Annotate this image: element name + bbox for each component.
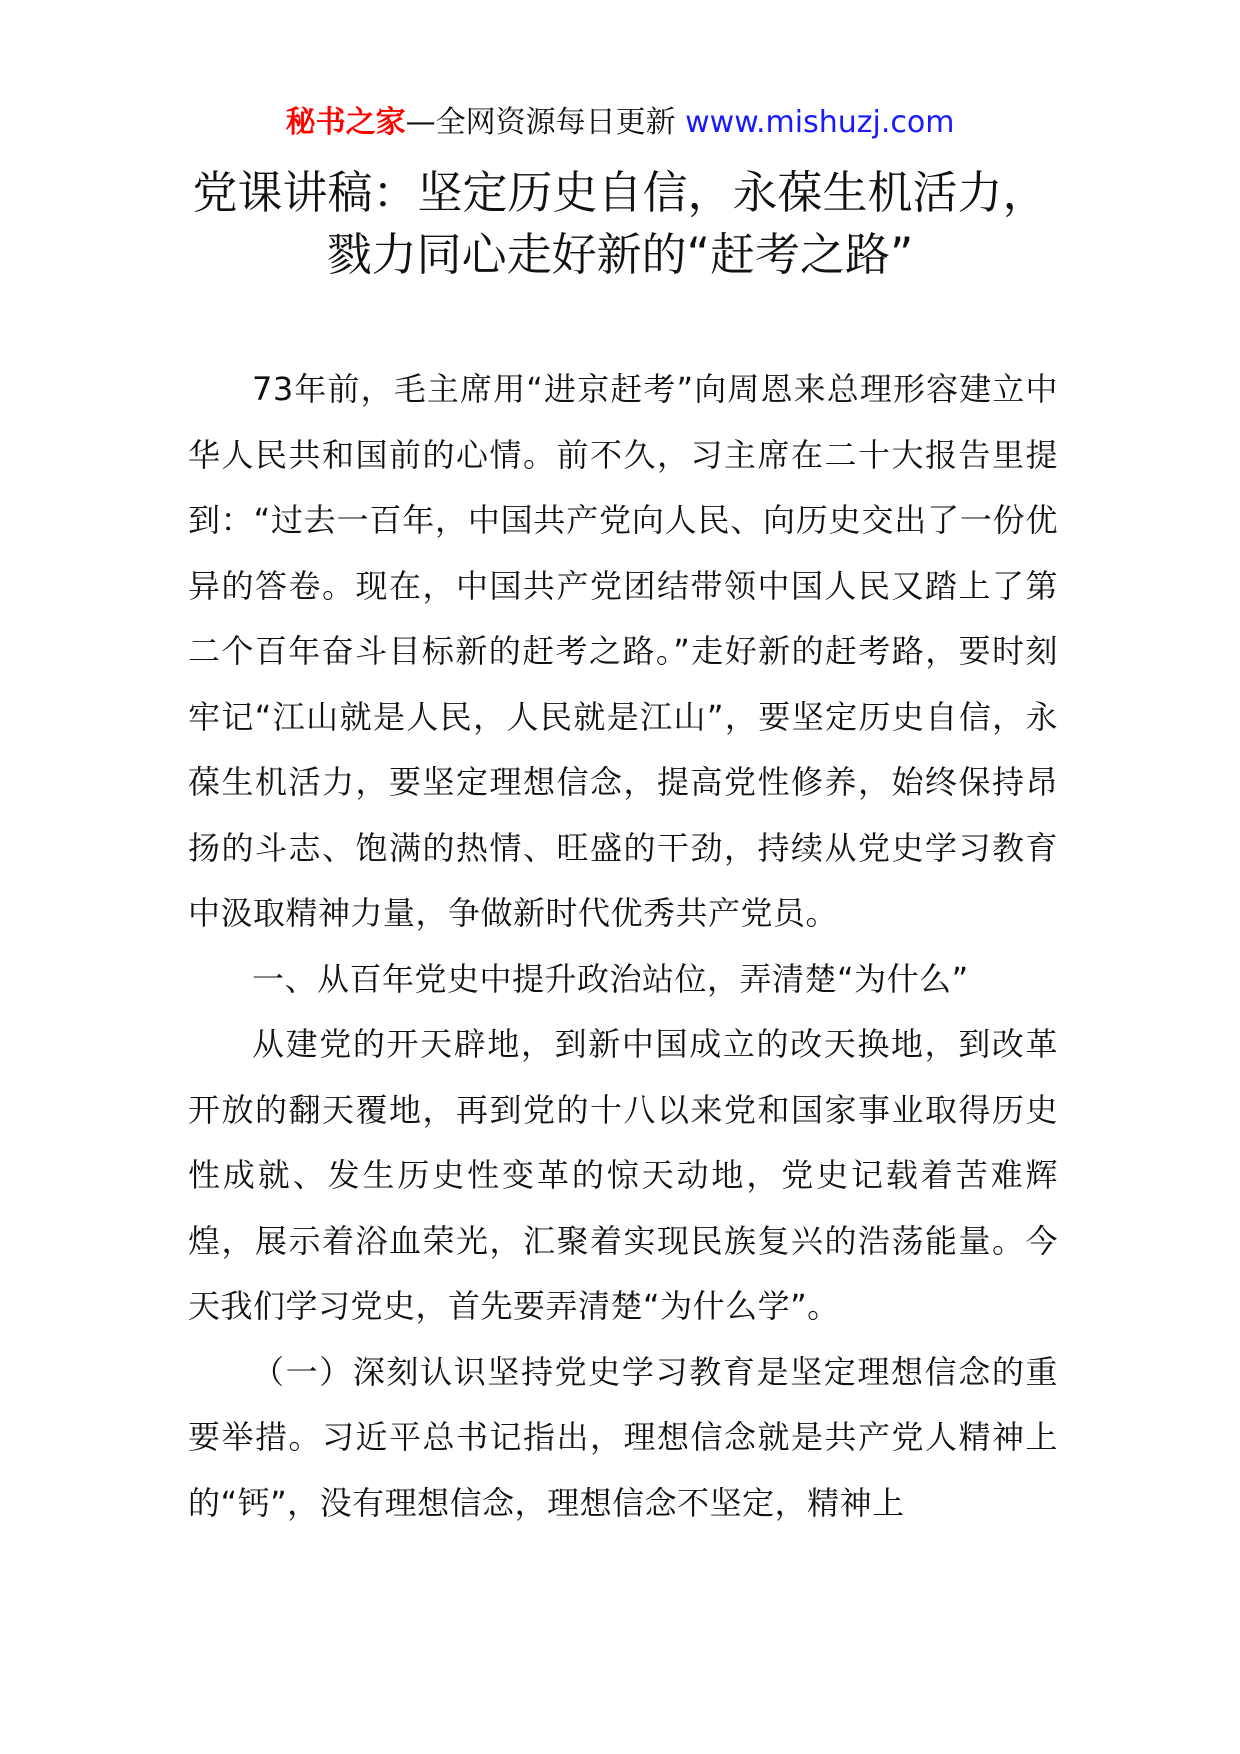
- brand-name: 秘书之家: [285, 105, 406, 140]
- section-heading-1: 一、从百年党史中提升政治站位，弄清楚“为什么”: [252, 959, 969, 998]
- site-header: [0, 100, 1240, 146]
- document-body: [188, 357, 1058, 1536]
- intro-paragraph: 73年前，毛主席用“进京赶考”向周恩来总理形容建立中华人民共和国前的心情。前不久，习主席在二十大报告里提到：“过去一百年，中国共产党向人民、向历史交出了一份优异的答卷。现在，中国共产党团结带领中国人民又踏上了第二个百年奋斗目标新的赶考之路。”走好新的赶考路，要时刻牢记“江山就是人民，人民就是江山”，要坚定历史自信，永葆生机活力，要坚定理想信念，提高党性修养，始终保持昂扬的斗志、饱满的热情、旺盛的干劲，持续从党史学习教育中汲取精神力量，争做新时代优秀共产党员。: [188, 370, 1058, 932]
- body-paragraph: 从建党的开天辟地，到新中国成立的改天换地，到改革开放的翻天覆地，再到党的十八以来党和国家事业取得历史性成就、发生历史性变革的惊天动地，党史记载着苦难辉煌，展示着浴血荣光，汇聚着实现民族复兴的浩荡能量。今天我们学习党史，首先要弄清楚“为什么学”。: [188, 1025, 1058, 1325]
- subsection-paragraph-1: （一）深刻认识坚持党史学习教育是坚定理想信念的重要举措。习近平总书记指出，理想信念就是共产党人精神上的“钙”，没有理想信念，理想信念不坚定，精神上: [188, 1352, 1058, 1522]
- document-title: 党课讲稿：坚定历史自信，永葆生机活力，戮力同心走好新的“赶考之路”: [192, 166, 1048, 281]
- header-slogan: —全网资源每日更新: [405, 105, 686, 140]
- site-url-link[interactable]: www.mishuzj.com: [685, 105, 955, 140]
